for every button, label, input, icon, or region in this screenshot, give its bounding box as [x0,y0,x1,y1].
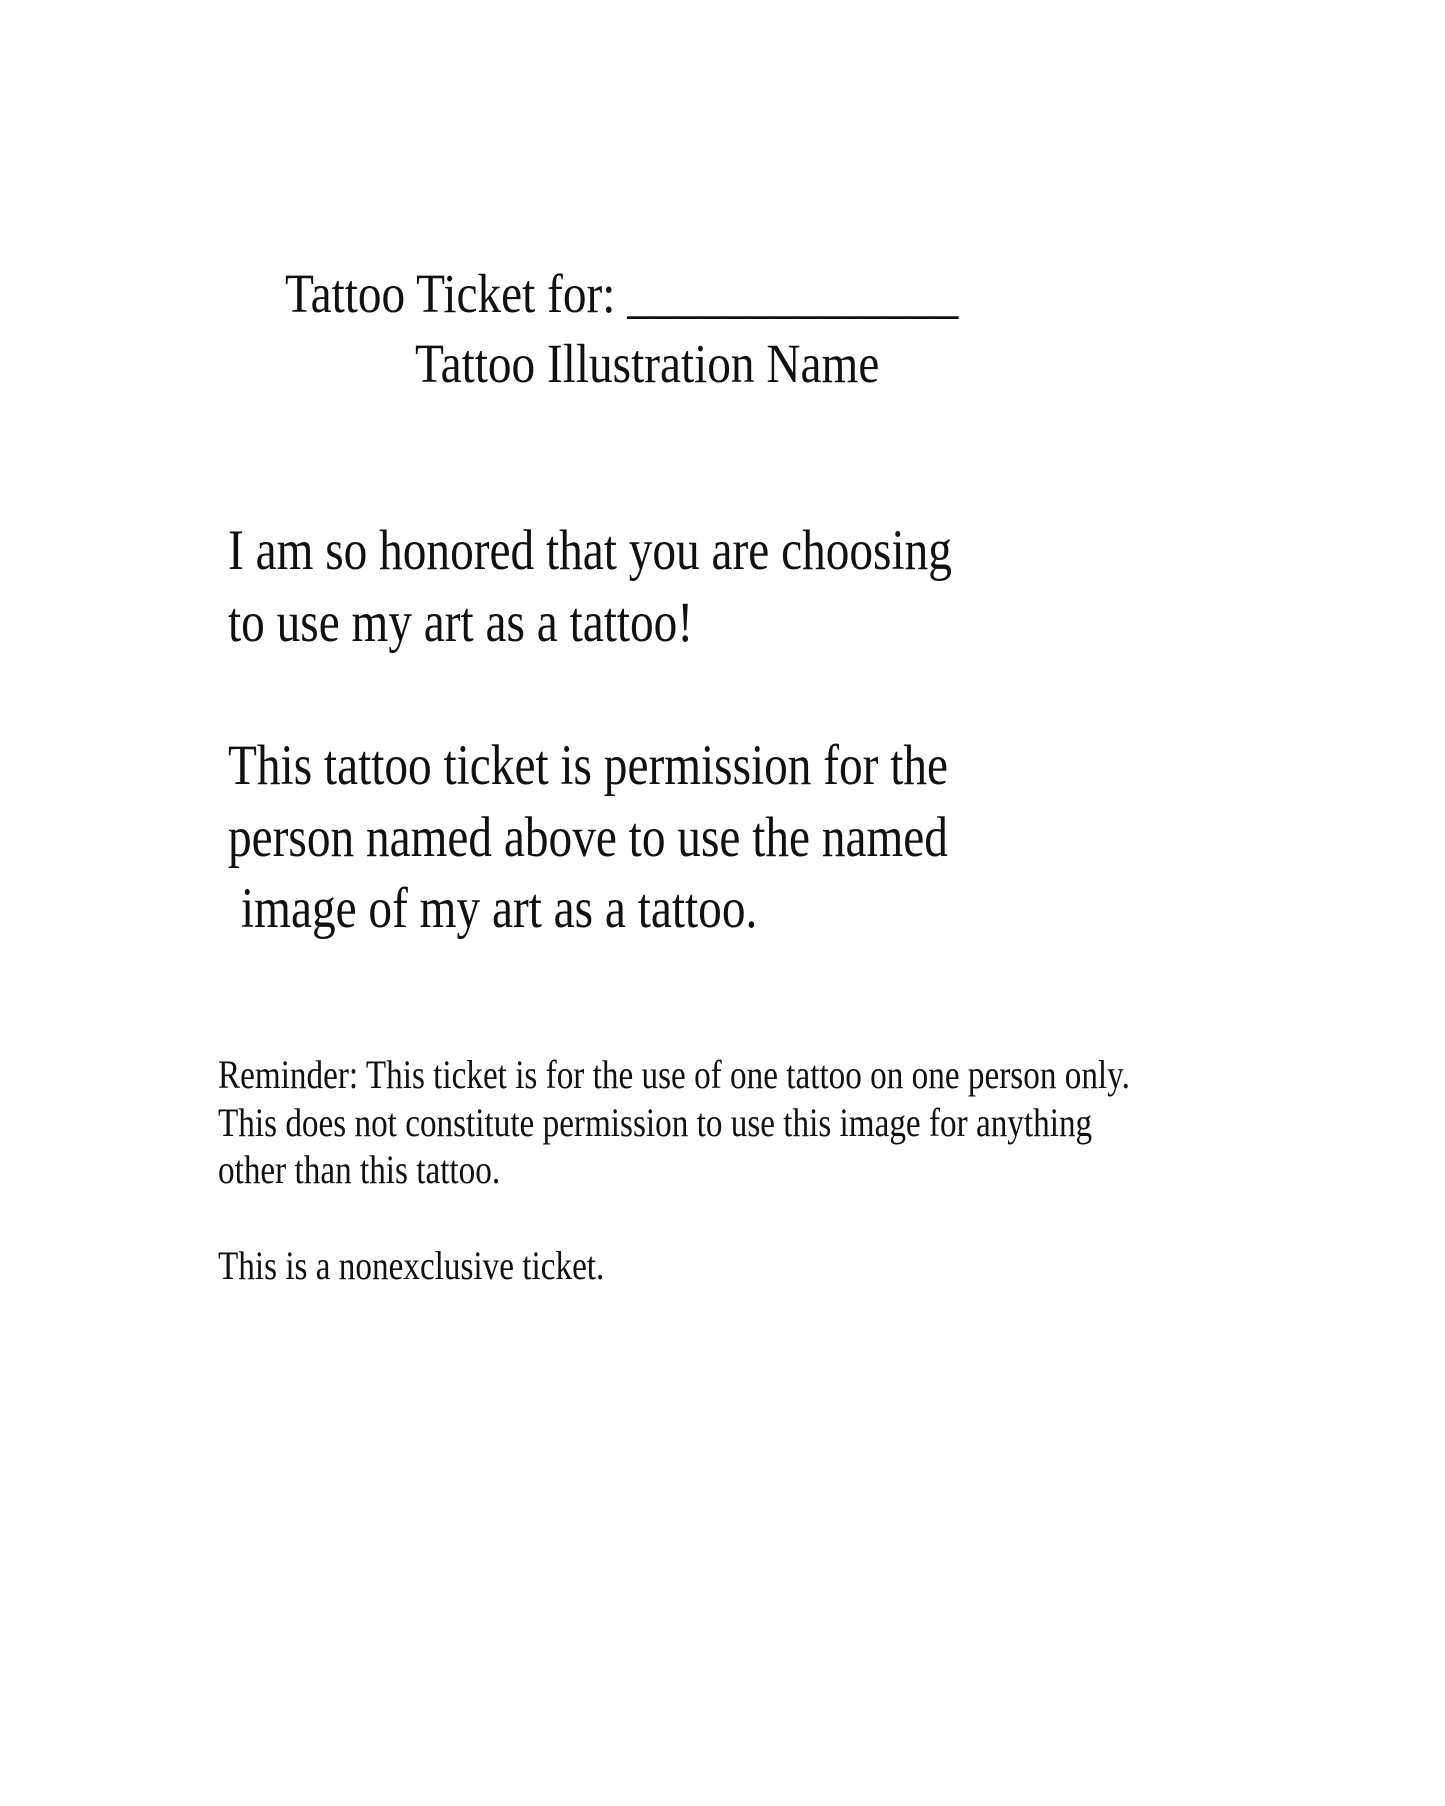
nonexclusive-note: This is a nonexclusive ticket. [218,1243,605,1288]
reminder-text-line-1: Reminder: This ticket is for the use of one tattoo on one person only. [218,1052,1130,1097]
honored-text-line-1: I am so honored that you are choosing [228,519,952,582]
permission-text-line-1: This tattoo ticket is permission for the [228,734,949,797]
permission-text-line-3: image of my art as a tattoo. [241,877,758,940]
honored-text-line-2: to use my art as a tattoo! [228,591,694,654]
reminder-text-line-2: This does not constitute permission to use this image for anything [218,1100,1093,1145]
reminder-text-line-3: other than this tattoo. [218,1147,501,1192]
ticket-title-name-blank: Tattoo Ticket for: ______________ [285,263,959,324]
ticket-illustration-name: Tattoo Illustration Name [415,333,880,394]
permission-text-line-2: person named above to use the named [228,806,948,869]
